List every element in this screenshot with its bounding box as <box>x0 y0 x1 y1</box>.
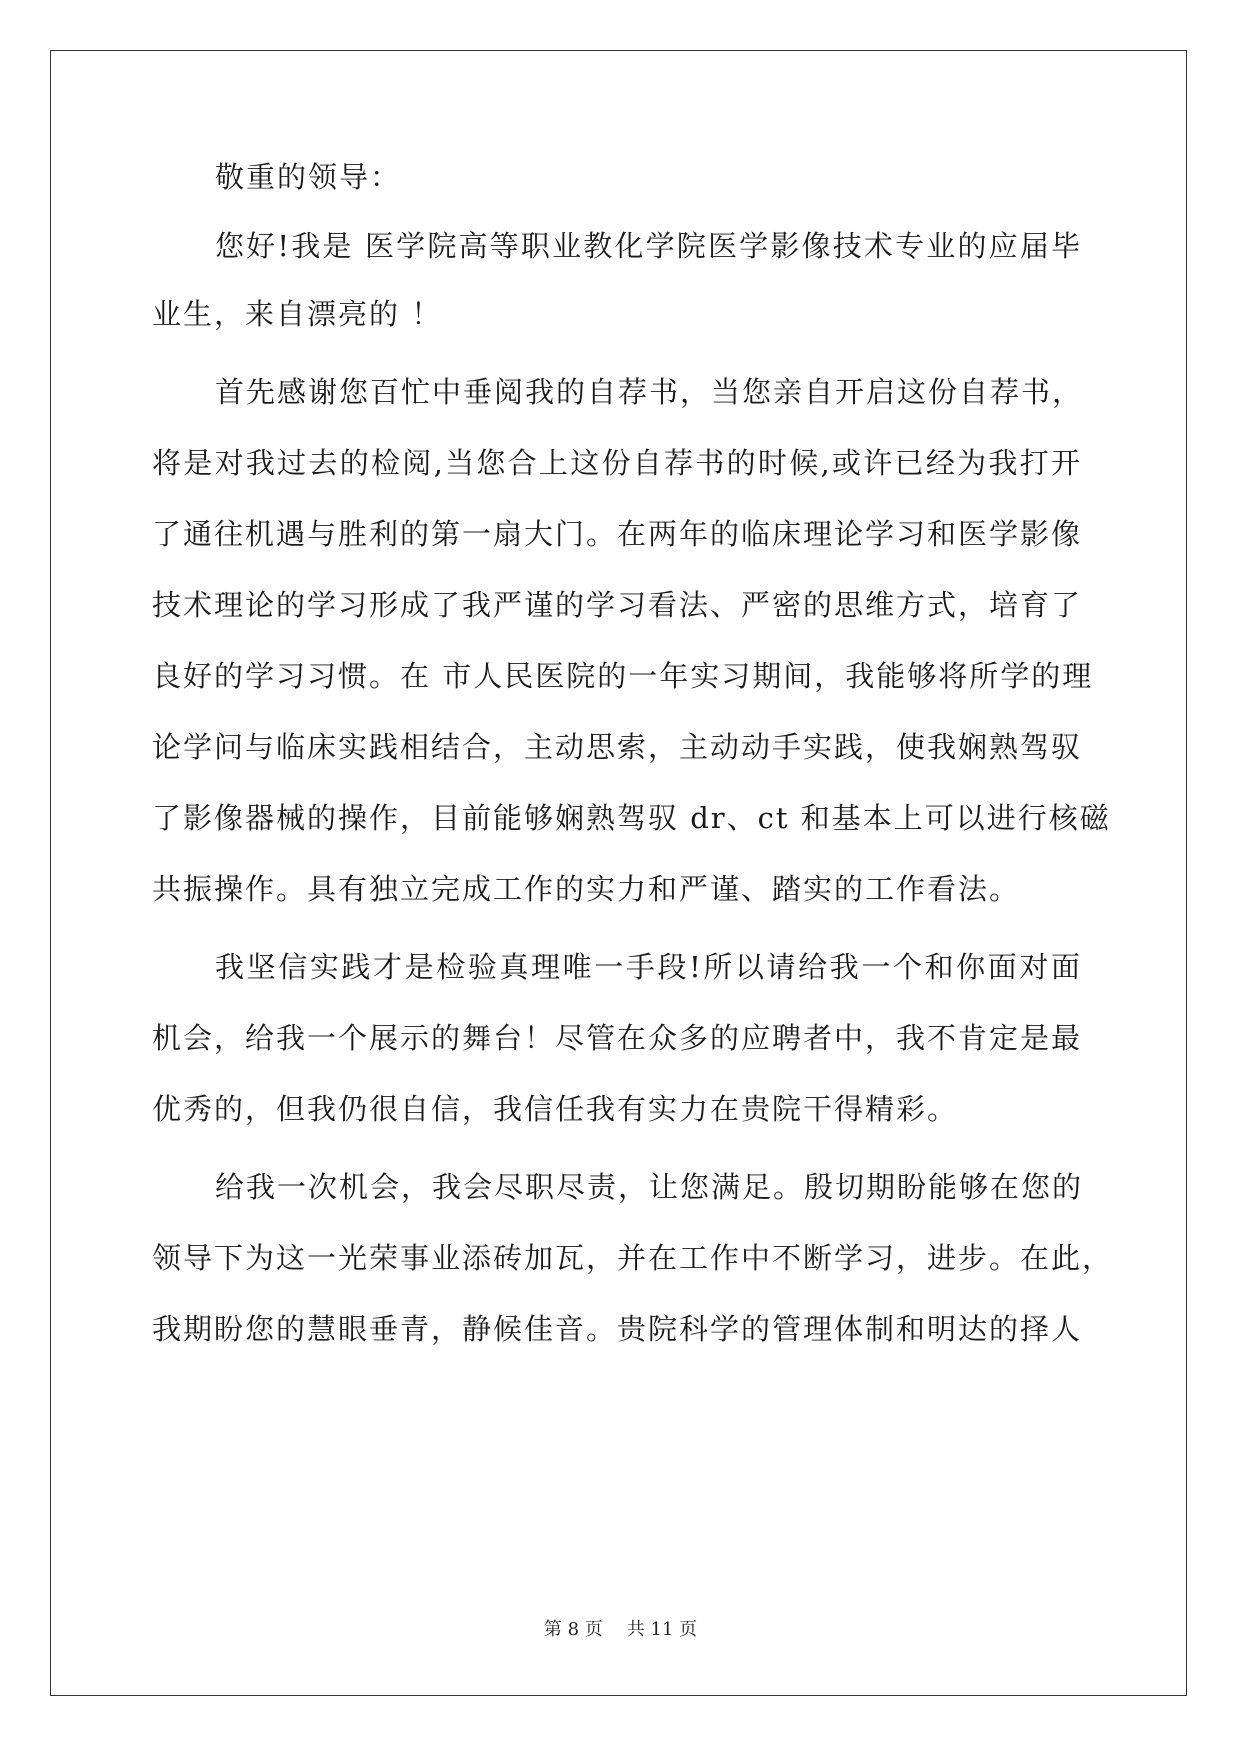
text-line: 您好!我是 医学院高等职业教化学院医学影像技术专业的应届毕 <box>215 229 1082 263</box>
text-line: 机会，给我一个展示的舞台！尽管在众多的应聘者中，我不肯定是最 <box>152 1021 1083 1055</box>
text-line: 技术理论的学习形成了我严谨的学习看法、严密的思维方式，培育了 <box>152 588 1083 622</box>
text-line: 我坚信实践才是检验真理唯一手段!所以请给我一个和你面对面 <box>215 950 1082 984</box>
text-line: 将是对我过去的检阅,当您合上这份自荐书的时候,或许已经为我打开 <box>152 446 1082 480</box>
text-line: 首先感谢您百忙中垂阅我的自荐书，当您亲自开启这份自荐书， <box>215 375 1084 409</box>
text-line: 业生，来自漂亮的 ！ <box>152 297 443 331</box>
text-line: 我期盼您的慧眼垂青，静候佳音。贵院科学的管理体制和明达的择人 <box>152 1312 1083 1346</box>
page-footer <box>0 1618 1241 1642</box>
text-line: 给我一次机会，我会尽职尽责，让您满足。殷切期盼能够在您的 <box>215 1170 1084 1204</box>
salutation: 敬重的领导： <box>215 160 402 194</box>
page-total: 共 11 页 <box>626 1619 698 1640</box>
page-number: 第 8 页 <box>543 1619 603 1640</box>
text-line: 论学问与临床实践相结合，主动思索，主动动手实践，使我娴熟驾驭 <box>152 730 1083 764</box>
text-line: 良好的学习习惯。在 市人民医院的一年实习期间，我能够将所学的理 <box>152 659 1094 693</box>
text-line: 共振操作。具有独立完成工作的实力和严谨、踏实的工作看法。 <box>152 872 1021 906</box>
text-line: 了影像器械的操作，目前能够娴熟驾驭 dr、ct 和基本上可以进行核磁 <box>152 801 1111 835</box>
text-line: 优秀的，但我仍很自信，我信任我有实力在贵院干得精彩。 <box>152 1092 959 1126</box>
text-line: 领导下为这一光荣事业添砖加瓦，并在工作中不断学习，进步。在此， <box>152 1241 1114 1275</box>
text-line: 了通往机遇与胜利的第一扇大门。在两年的临床理论学习和医学影像 <box>152 517 1083 551</box>
